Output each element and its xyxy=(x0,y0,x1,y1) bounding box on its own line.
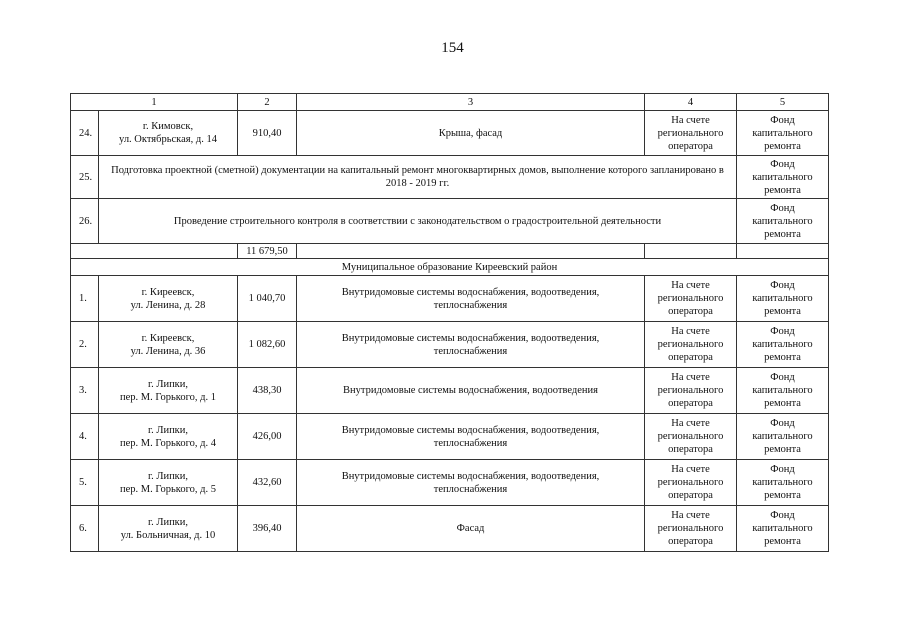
address-cell: г. Липки, ул. Больничная, д. 10 xyxy=(99,506,238,552)
table-row xyxy=(71,199,829,244)
header-cell: 5 xyxy=(737,94,829,111)
area-cell: 426,00 xyxy=(238,414,297,460)
municipality-title: Муниципальное образование Киреевский район xyxy=(71,259,829,276)
table-row xyxy=(71,506,829,552)
header-cell: 4 xyxy=(645,94,737,111)
empty-cell xyxy=(737,244,829,259)
address-cell: г. Киреевск, ул. Ленина, д. 28 xyxy=(99,276,238,322)
table-row xyxy=(71,460,829,506)
fund-source-cell: Фонд капитального ремонта xyxy=(737,276,829,322)
area-cell: 438,30 xyxy=(238,368,297,414)
financing-method-cell: На счете регионального оператора xyxy=(645,414,737,460)
municipality-row xyxy=(71,259,829,276)
area-cell: 1 040,70 xyxy=(238,276,297,322)
page-number: 154 xyxy=(441,40,464,56)
address-cell: г. Киреевск, ул. Ленина, д. 36 xyxy=(99,322,238,368)
subtotal-row xyxy=(71,244,829,259)
table-row xyxy=(71,111,829,156)
fund-source-cell: Фонд капитального ремонта xyxy=(737,111,829,156)
financing-method-cell: На счете регионального оператора xyxy=(645,276,737,322)
row-number: 25. xyxy=(71,156,99,199)
work-type-cell: Внутридомовые системы водоснабжения, водоотведения, теплоснабжения xyxy=(297,276,645,322)
header-cell: 1 xyxy=(71,94,238,111)
address-cell: г. Липки, пер. М. Горького, д. 4 xyxy=(99,414,238,460)
fund-source-cell: Фонд капитального ремонта xyxy=(737,460,829,506)
table-body xyxy=(71,94,829,552)
empty-cell xyxy=(297,244,645,259)
empty-cell xyxy=(645,244,737,259)
table-row xyxy=(71,368,829,414)
repair-plan-table xyxy=(70,93,829,552)
header-cell: 2 xyxy=(238,94,297,111)
fund-source-cell: Фонд капитального ремонта xyxy=(737,368,829,414)
row-number: 3. xyxy=(71,368,99,414)
financing-method-cell: На счете регионального оператора xyxy=(645,368,737,414)
work-type-cell: Внутридомовые системы водоснабжения, водоотведения xyxy=(297,368,645,414)
work-type-cell: Крыша, фасад xyxy=(297,111,645,156)
area-cell: 396,40 xyxy=(238,506,297,552)
address-cell: г. Липки, пер. М. Горького, д. 5 xyxy=(99,460,238,506)
empty-cell xyxy=(71,244,238,259)
row-number: 2. xyxy=(71,322,99,368)
table-row xyxy=(71,156,829,199)
row-number: 26. xyxy=(71,199,99,244)
table-row xyxy=(71,276,829,322)
subtotal-area: 11 679,50 xyxy=(238,244,297,259)
merged-description-cell: Подготовка проектной (сметной) документации на капитальный ремонт многоквартирных домов, выполнение которого запланировано в 2018 - 2019 гг. xyxy=(99,156,737,199)
financing-method-cell: На счете регионального оператора xyxy=(645,322,737,368)
row-number: 5. xyxy=(71,460,99,506)
financing-method-cell: На счете регионального оператора xyxy=(645,506,737,552)
work-type-cell: Внутридомовые системы водоснабжения, водоотведения, теплоснабжения xyxy=(297,460,645,506)
row-number: 1. xyxy=(71,276,99,322)
header-cell: 3 xyxy=(297,94,645,111)
financing-method-cell: На счете регионального оператора xyxy=(645,111,737,156)
merged-description-cell: Проведение строительного контроля в соответствии с законодательством о градостроительной деятельности xyxy=(99,199,737,244)
address-cell: г. Липки, пер. М. Горького, д. 1 xyxy=(99,368,238,414)
table-row xyxy=(71,322,829,368)
work-type-cell: Внутридомовые системы водоснабжения, водоотведения, теплоснабжения xyxy=(297,322,645,368)
row-number: 6. xyxy=(71,506,99,552)
fund-source-cell: Фонд капитального ремонта xyxy=(737,322,829,368)
area-cell: 910,40 xyxy=(238,111,297,156)
work-type-cell: Внутридомовые системы водоснабжения, водоотведения, теплоснабжения xyxy=(297,414,645,460)
work-type-cell: Фасад xyxy=(297,506,645,552)
fund-source-cell: Фонд капитального ремонта xyxy=(737,199,829,244)
area-cell: 432,60 xyxy=(238,460,297,506)
table-row xyxy=(71,414,829,460)
fund-source-cell: Фонд капитального ремонта xyxy=(737,156,829,199)
fund-source-cell: Фонд капитального ремонта xyxy=(737,414,829,460)
area-cell: 1 082,60 xyxy=(238,322,297,368)
row-number: 4. xyxy=(71,414,99,460)
header-row xyxy=(71,94,829,111)
row-number: 24. xyxy=(71,111,99,156)
address-cell: г. Кимовск, ул. Октябрьская, д. 14 xyxy=(99,111,238,156)
fund-source-cell: Фонд капитального ремонта xyxy=(737,506,829,552)
financing-method-cell: На счете регионального оператора xyxy=(645,460,737,506)
